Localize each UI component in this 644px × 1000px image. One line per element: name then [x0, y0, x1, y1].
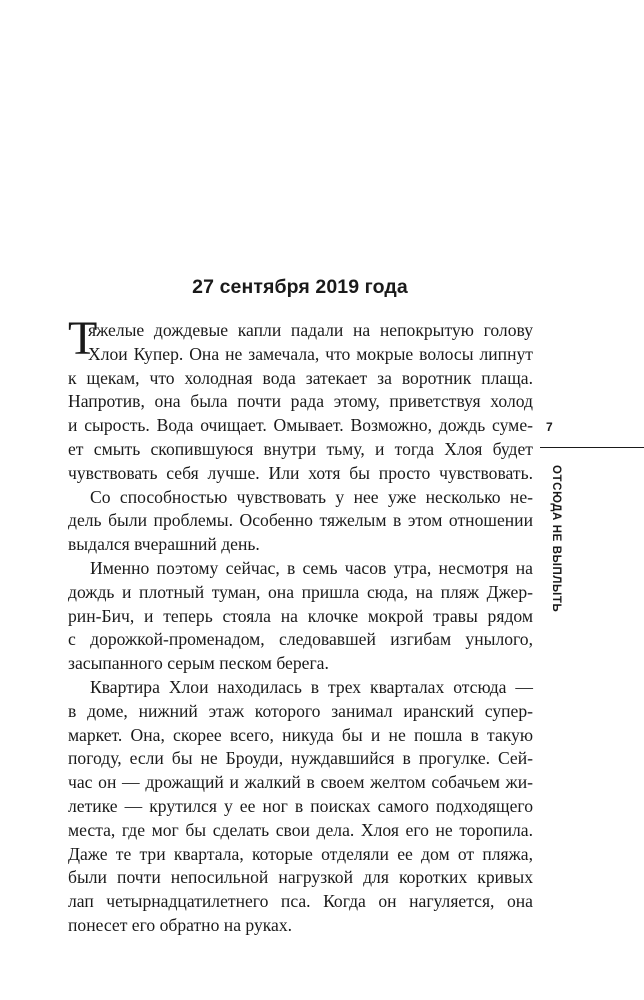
text-line: Даже те три квартала, которые отделяли ее дом от пляжа,	[68, 843, 533, 864]
text-line: выдался вчерашний день.	[68, 534, 260, 555]
text-line: места, где мог бы сделать свои дела. Хлоя его не торопила.	[68, 819, 533, 840]
text-line: яжелые дождевые капли падали на непокрытую голову	[88, 320, 533, 340]
text-line: летике — крутился у ее ног в поисках самого подходящего	[68, 795, 533, 816]
text-line: в доме, нижний этаж которого занимал иранский супер-	[68, 700, 533, 721]
text-line: Со способностью чувствовать у нее уже несколько не-	[90, 486, 533, 507]
text-line: дель были проблемы. Особенно тяжелым в этом отношении	[68, 510, 533, 531]
section-heading: 27 сентября 2019 года	[192, 276, 408, 298]
text-line: маркет. Она, скорее всего, никуда бы и не пошла в такую	[68, 724, 533, 745]
text-line: были почти непосильной нагрузкой для коротких кривых	[68, 867, 533, 888]
text-line: Хлои Купер. Она не замечала, что мокрые волосы липнут	[88, 343, 533, 364]
text-line: понесет его обратно на руках.	[68, 914, 293, 935]
body-text	[68, 319, 533, 938]
text-line: Напротив, она была почти рада этому, приветствуя холод	[68, 391, 533, 412]
text-line: час он — дрожащий и жалкий в своем желтом собачьем жи-	[68, 772, 533, 793]
text-line: лап четырнадцатилетнего пса. Когда он нагуляется, она	[68, 891, 533, 912]
text-line: погоду, если бы не Броуди, нуждавшийся в прогулке. Сей-	[68, 748, 533, 769]
page-number: 7	[546, 420, 553, 434]
text-line: и сырость. Вода очищает. Омывает. Возможно, дождь суме-	[68, 415, 533, 436]
text-line: Именно поэтому сейчас, в семь часов утра, несмотря на	[90, 557, 533, 578]
text-line: Квартира Хлои находилась в трех кварталах отсюда —	[90, 676, 533, 697]
text-line: к щекам, что холодная вода затекает за воротник плаща.	[68, 367, 533, 388]
running-title: ОТСЮДА НЕ ВЫПЛЫТЬ	[550, 465, 562, 613]
text-line: дождь и плотный туман, она пришла сюда, на пляж Джер-	[68, 581, 533, 602]
text-line: чувствовать себя лучше. Или хотя бы просто чувствовать.	[68, 462, 533, 483]
text-line: рин-Бич, и теперь стояла на клочке мокрой травы рядом	[68, 605, 533, 626]
text-line: с дорожкой-променадом, следовавшей изгибам унылого,	[68, 629, 533, 650]
side-divider	[540, 447, 644, 448]
text-line: ет смыть скопившуюся внутри тьму, и тогда Хлоя будет	[68, 438, 533, 459]
text-line: засыпанного серым песком берега.	[68, 653, 329, 674]
drop-cap-letter: Т	[68, 312, 98, 365]
